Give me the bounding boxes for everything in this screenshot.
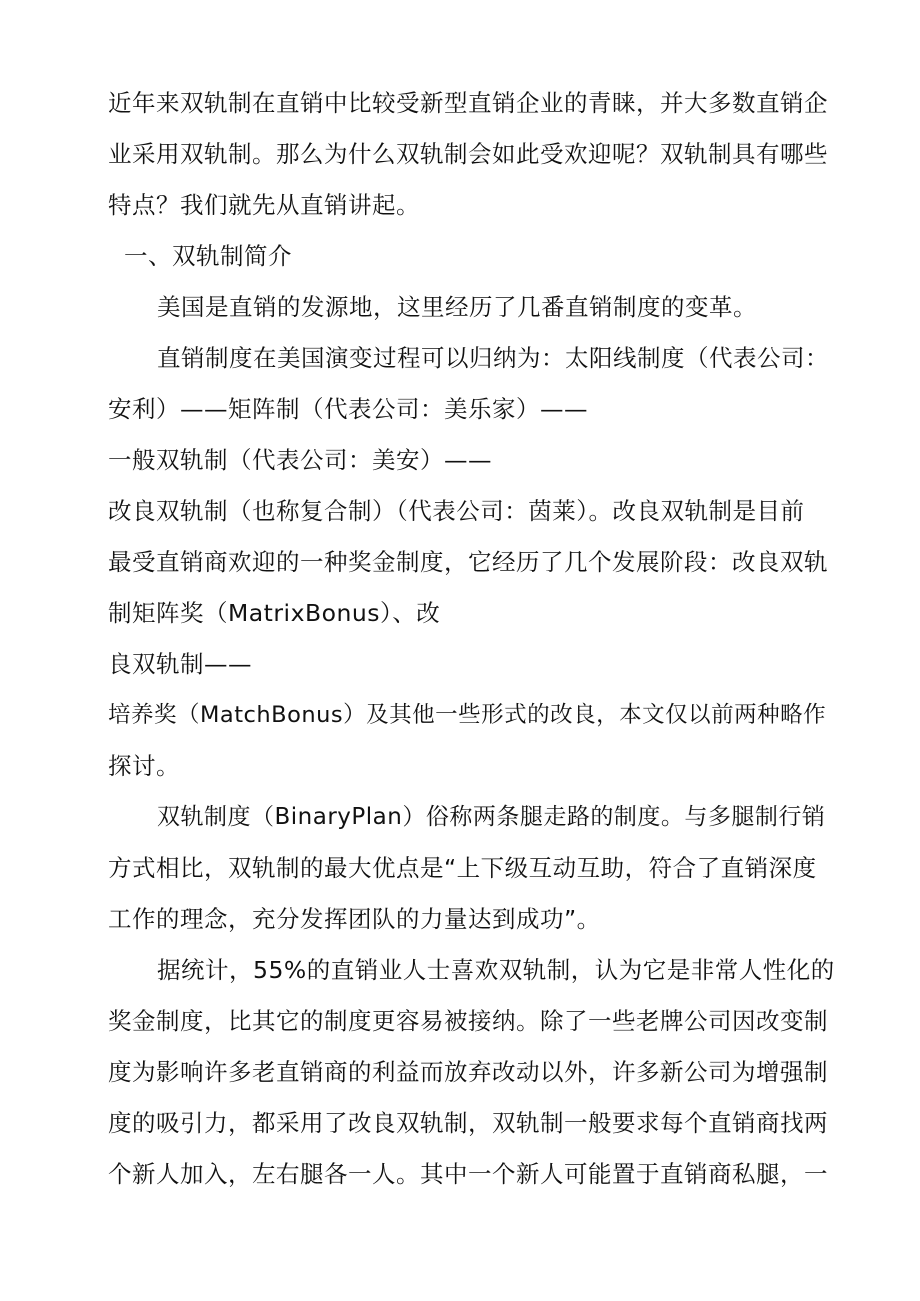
- text-line: 业采用双轨制。那么为什么双轨制会如此受欢迎呢？双轨制具有哪些: [108, 140, 828, 168]
- text-line: 方式相比，双轨制的最大优点是“上下级互动互助，符合了直销深度: [108, 854, 817, 882]
- text-line: 制矩阵奖（MatrixBonus）、改: [108, 599, 441, 627]
- text-line: 度为影响许多老直销商的利益而放弃改动以外，许多新公司为增强制: [108, 1058, 828, 1086]
- text-line: 特点？我们就先从直销讲起。: [108, 191, 420, 219]
- text-line: 个新人加入，左右腿各一人。其中一个新人可能置于直销商私腿，一: [108, 1160, 828, 1188]
- text-line: 一般双轨制（代表公司：美安）——: [108, 446, 492, 474]
- text-line: 工作的理念，充分发挥团队的力量达到成功”。: [108, 905, 601, 933]
- text-line: 度的吸引力，都采用了改良双轨制，双轨制一般要求每个直销商找两: [108, 1109, 828, 1137]
- text-line: 美国是直销的发源地，这里经历了几番直销制度的变革。: [157, 293, 757, 321]
- text-line: 探讨。: [108, 752, 180, 780]
- text-line: 最受直销商欢迎的一种奖金制度，它经历了几个发展阶段：改良双轨: [108, 548, 828, 576]
- text-line: 培养奖（MatchBonus）及其他一些形式的改良，本文仅以前两种略作: [108, 702, 827, 728]
- text-line: 良双轨制——: [108, 650, 252, 678]
- text-line: 奖金制度，比其它的制度更容易被接纳。除了一些老牌公司因改变制: [108, 1007, 828, 1035]
- text-line: 改良双轨制（也称复合制）（代表公司：茵莱）。改良双轨制是目前: [108, 497, 805, 525]
- section-heading: 一、双轨制简介: [124, 242, 292, 270]
- text-line: 直销制度在美国演变过程可以归纳为：太阳线制度（代表公司：: [157, 344, 829, 372]
- text-line: 据统计，55%的直销业人士喜欢双轨制，认为它是非常人性化的: [157, 956, 835, 984]
- text-line: 近年来双轨制在直销中比较受新型直销企业的青睐，并大多数直销企: [108, 89, 828, 117]
- text-line: 安利）——矩阵制（代表公司：美乐家）——: [108, 395, 588, 423]
- text-line: 双轨制度（BinaryPlan）俗称两条腿走路的制度。与多腿制行销: [157, 804, 826, 830]
